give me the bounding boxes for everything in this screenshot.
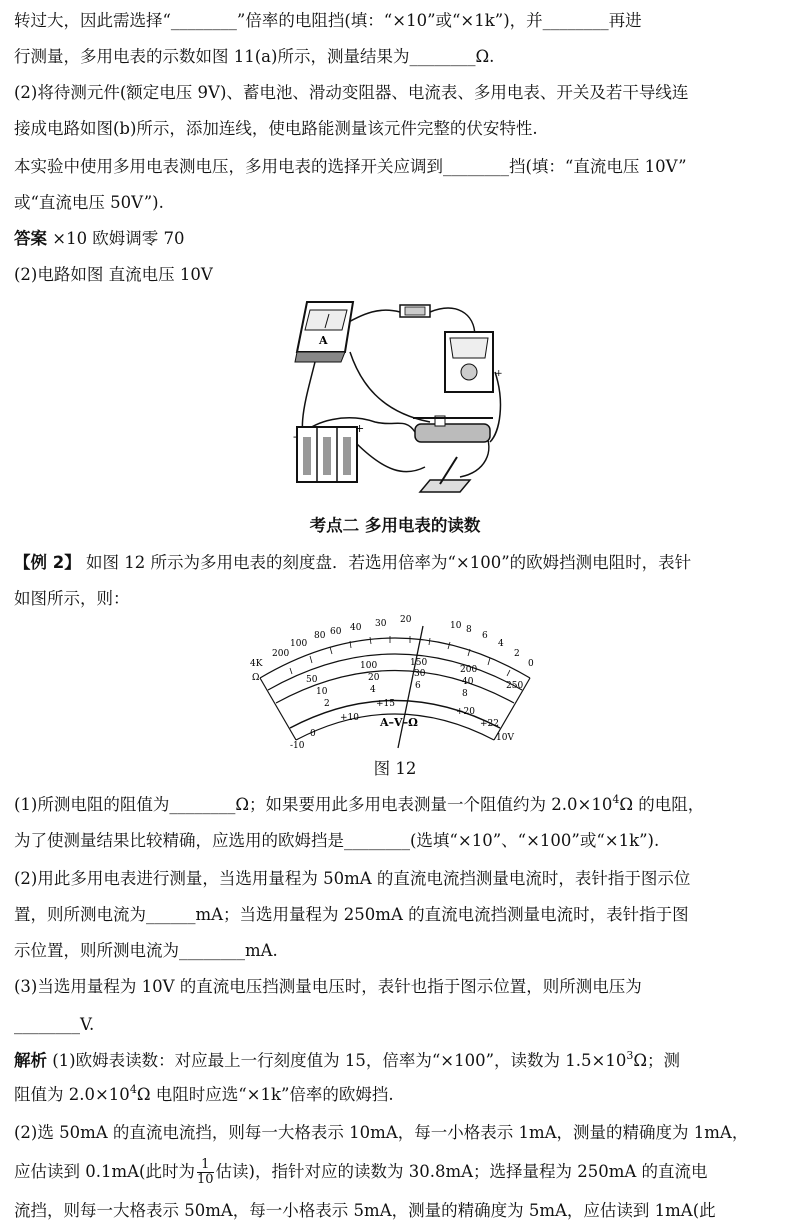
tick-label: 60 [330,627,342,637]
solution-label: 解析 [14,1051,47,1070]
text-line: (2)选 50mA 的直流电流挡，则每一大格表示 10mA，每一小格表示 1mA，测量的精确度为 1mA， [14,1123,749,1142]
text-line: (2)用此多用电表进行测量，当选用量程为 50mA 的直流电流挡测量电流时，表针指于图示位 [14,869,691,888]
text-span: Ω 电阻时应选“×1k”倍率的欧姆挡. [136,1085,394,1104]
plus-sign: + [495,369,503,379]
example-label: 【例 2】 [14,553,81,572]
tick-label: +10 [340,713,359,723]
answer-text: ×10 欧姆调零 70 [47,229,185,248]
tick-label: 200 [460,665,478,675]
answer-line [14,228,778,250]
battery [293,422,364,482]
answer-label: 答案 [14,229,47,248]
tick-label: 40 [350,623,362,633]
ohm-unit-label: Ω [252,673,260,683]
solution-line [14,1050,778,1074]
tick-label: 2 [324,699,330,709]
tick-label: 20 [368,673,380,683]
tick-label: 100 [290,639,308,649]
rheostat [413,416,493,442]
dial-center-label: A–V–Ω [380,716,418,729]
tick-label: 30 [414,669,426,679]
tick-label: 8 [466,625,472,635]
text-line: 示位置，则所测电流为________mA. [14,941,278,960]
text-line: 流挡，则每一大格表示 50mA，每一小格表示 5mA，测量的精确度为 5mA，应估读到 1mA(此 [14,1201,716,1220]
text-line: 置，则所测电流为______mA；当选用量程为 250mA 的直流电流挡测量电流时，表针指于图 [14,905,689,924]
text-line [14,1084,778,1108]
tick-label: 6 [415,681,421,691]
superscript: 4 [612,793,620,806]
tick-label: -10 [290,741,305,751]
figure-caption: 图 12 [373,759,417,778]
tick-label: 100 [360,661,378,671]
superscript: 3 [626,1049,634,1062]
tick-label: 200 [272,649,290,659]
tick-label: 10 [450,621,462,631]
example-text: 如图 12 所示为多用电表的刻度盘．若选用倍率为“×100”的欧姆挡测电阻时，表针 [80,553,692,572]
fraction-numerator: 1 [197,1158,214,1173]
tick-label: 250 [506,681,524,691]
tick-label: 0 [310,729,316,739]
test-element [400,305,430,317]
range-label: 10V [496,733,514,743]
tick-label: +15 [376,699,395,709]
text-line: (2)将待测元件(额定电压 9V)、蓄电池、滑动变阻器、电流表、多用电表、开关及若干导线连 [14,83,689,102]
tick-label: 0 [528,659,534,669]
tick-label: 4 [370,685,376,695]
tick-label: 8 [462,689,468,699]
text-line: (2)电路如图 直流电压 10V [14,265,213,284]
text-line [14,552,778,574]
text-span: 应估读到 0.1mA(此时为 [14,1162,195,1181]
text-span: (1)欧姆表读数：对应最上一行刻度值为 15，倍率为“×100”，读数为 1.5×10 [47,1051,627,1070]
text-line [14,1158,778,1187]
text-line: 行测量，多用电表的示数如图 11(a)所示，测量结果为________Ω. [14,47,495,66]
text-span: 阻值为 2.0×10 [14,1085,130,1104]
tick-label: 40 [462,677,474,687]
text-line: 接成电路如图(b)所示，添加连线，使电路能测量该元件完整的伏安特性. [14,119,538,138]
fraction [197,1158,214,1187]
text-span: (1)所测电阻的阻值为________Ω；如果要用此多用电表测量一个阻值约为 2.0×10 [14,795,613,814]
tick-label: 10 [316,687,328,697]
text-line: 为了使测量结果比较精确，应选用的欧姆挡是________(选填“×10”、“×100”或“×1k”). [14,831,660,850]
plus-sign: + [355,422,365,435]
text-line: 如图所示，则： [14,589,130,608]
minus-sign: - [293,430,297,443]
tick-label: 4K [250,659,263,669]
text-line: (3)当选用量程为 10V 的直流电压挡测量电压时，表针也指于图示位置，则所测电压为 [14,977,642,996]
tick-label: 2 [514,649,520,659]
section-title: 考点二 多用电表的读数 [309,516,481,535]
text-line [14,794,778,818]
text-line: 转过大，因此需选择“________”倍率的电阻挡(填：“×10”或“×1k”)，并________再进 [14,11,642,30]
tick-label: 150 [410,658,428,668]
tick-label: 20 [400,615,412,625]
circuit-diagram [285,292,515,502]
ammeter [295,302,353,362]
tick-label: +20 [456,707,475,717]
tick-label: +22 [480,719,499,729]
tick-label: 6 [482,631,488,641]
tick-label: 50 [306,675,318,685]
text-span: Ω；测 [633,1051,681,1070]
tick-label: 80 [314,631,326,641]
meter-dial [230,608,560,753]
text-line: ________V. [14,1015,95,1034]
text-span: 估读)，指针对应的读数为 30.8mA；选择量程为 250mA 的直流电 [215,1162,708,1181]
text-line: 或“直流电压 50V”). [14,193,164,212]
fraction-denominator: 10 [196,1172,214,1187]
text-span: Ω 的电阻， [619,795,705,814]
superscript: 4 [129,1083,137,1096]
tick-label: 30 [375,619,387,629]
text-line: 本实验中使用多用电表测电压，多用电表的选择开关应调到________挡(填：“直流电压 10V” [14,157,687,176]
ammeter-label: A [319,334,328,347]
multimeter [445,332,503,392]
switch [420,457,470,492]
tick-label: 4 [498,639,504,649]
